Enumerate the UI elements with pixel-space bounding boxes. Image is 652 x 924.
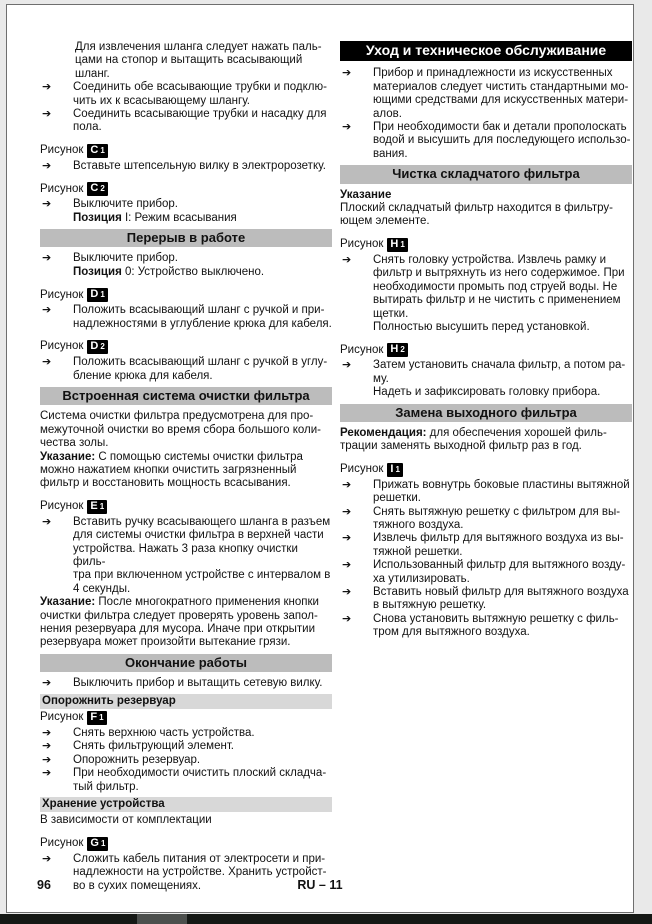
- bullet-text: [373, 559, 632, 586]
- right-column: [340, 41, 632, 893]
- bullet-text: [373, 532, 632, 559]
- figure-word: Рисунок: [40, 182, 84, 195]
- bullet-text: [73, 81, 332, 108]
- bullet-text: [373, 613, 632, 640]
- arrow-icon: ➔: [42, 767, 52, 780]
- figure-number: 2: [400, 345, 405, 355]
- paragraph: [340, 427, 632, 454]
- paragraph: [75, 41, 332, 81]
- bullet-text: [73, 754, 332, 767]
- text: Система очистки фильтра предусмотрена для про- межуточной очистки во время сбора большого коли- чества золы.: [40, 410, 321, 450]
- figure-letter: F: [90, 711, 98, 724]
- text: I: Режим всасывания: [121, 211, 237, 224]
- bullet-text: [373, 254, 632, 334]
- figure-reference-line: [40, 182, 332, 196]
- bullet-text: [73, 304, 332, 331]
- arrow-icon: ➔: [342, 505, 352, 518]
- figure-reference-line: [40, 711, 332, 725]
- arrow-icon: ➔: [342, 586, 352, 598]
- bullet-item: [40, 727, 332, 740]
- bullet-text: [73, 356, 332, 383]
- figure-reference-line: [340, 343, 632, 357]
- text: Выключите прибор.: [73, 252, 178, 265]
- figure-letter: C: [90, 182, 99, 195]
- figure-number: 1: [100, 145, 105, 155]
- arrow-icon: ➔: [42, 677, 52, 690]
- arrow-icon: ➔: [42, 159, 52, 172]
- footer-language-page: RU – 11: [297, 878, 343, 892]
- section-header: Окончание работы: [40, 654, 332, 672]
- bullet-text: [73, 740, 332, 753]
- bullet-item: [40, 198, 332, 225]
- arrow-icon: ➔: [42, 753, 52, 766]
- paragraph: [340, 189, 632, 229]
- arrow-icon: ➔: [342, 121, 352, 134]
- figure-word: Рисунок: [40, 340, 84, 353]
- text: Положить всасывающий шланг с ручкой в углу- бление крюка для кабеля.: [73, 356, 328, 382]
- text: С помощью системы очистки фильтра можно нажатием кнопки очистить загрязненный фильтр и восстановить мощность всасывания.: [40, 450, 303, 490]
- subsection-header: Хранение устройства: [40, 797, 332, 812]
- horizontal-scrollbar[interactable]: [0, 914, 652, 924]
- figure-word: Рисунок: [40, 837, 84, 850]
- text: Вставить ручку всасывающего шланга в разъем для системы очистки фильтра в верхней части устройства. Нажать 3 раза кнопку очистки филь- тра при включенном устройстве с интервалом в 4 секунды.: [73, 515, 331, 595]
- bullet-text: [73, 767, 332, 794]
- bullet-item: [340, 532, 632, 559]
- arrow-icon: ➔: [342, 559, 352, 572]
- bullet-item: [340, 67, 632, 121]
- text: В зависимости от комплектации: [40, 814, 212, 827]
- bullet-item: [40, 356, 332, 383]
- bullet-text: [373, 586, 632, 613]
- bullet-item: [340, 254, 632, 334]
- arrow-icon: ➔: [42, 515, 52, 528]
- bullet-item: [40, 252, 332, 279]
- figure-badge-h2: [387, 343, 407, 357]
- text: Опорожнить резервуар.: [73, 753, 201, 766]
- figure-badge-d1: [87, 288, 107, 302]
- figure-word: Рисунок: [40, 711, 84, 724]
- figure-number: 1: [395, 464, 400, 474]
- bullet-item: [40, 304, 332, 331]
- scrollbar-thumb[interactable]: [137, 914, 187, 924]
- bullet-item: [40, 767, 332, 794]
- chapter-header: Уход и техническое обслуживание: [340, 41, 632, 61]
- bullet-item: [340, 121, 632, 161]
- figure-badge-c2: [87, 182, 107, 196]
- bold-text: Рекомендация:: [340, 426, 427, 439]
- bullet-item: [40, 108, 332, 135]
- figure-letter: E: [90, 499, 98, 512]
- arrow-icon: ➔: [42, 108, 52, 121]
- figure-number: 2: [100, 342, 105, 352]
- figure-letter: H: [390, 343, 399, 356]
- figure-badge-i1: [387, 463, 403, 477]
- figure-word: Рисунок: [340, 343, 384, 356]
- figure-letter: G: [90, 836, 99, 849]
- arrow-icon: ➔: [342, 612, 352, 625]
- figure-reference-line: [40, 288, 332, 302]
- text: Затем установить сначала фильтр, а потом ра- му. Надеть и зафиксировать головку прибора.: [373, 359, 626, 399]
- document-page: [6, 4, 634, 913]
- arrow-icon: ➔: [342, 67, 352, 80]
- arrow-icon: ➔: [42, 252, 52, 265]
- page-footer: [7, 878, 633, 894]
- text: Использованный фильтр для вытяжного возду- ха утилизировать.: [373, 559, 626, 585]
- text: Выключить прибор и вытащить сетевую вилку.: [73, 677, 323, 690]
- bullet-text: [373, 67, 632, 121]
- figure-word: Рисунок: [340, 463, 384, 476]
- bullet-item: [40, 516, 332, 596]
- arrow-icon: ➔: [42, 198, 52, 211]
- bullet-item: [340, 479, 632, 506]
- bullet-item: [340, 586, 632, 613]
- bullet-text: [73, 108, 332, 135]
- text: Снять вытяжную решетку с фильтром для вы- тяжного воздуха.: [373, 505, 621, 531]
- text: Соединить всасывающие трубки и насадку для пола.: [73, 108, 327, 134]
- text: Выключите прибор.: [73, 198, 178, 211]
- bullet-text: [373, 121, 632, 161]
- text: Снять верхнюю часть устройства.: [73, 727, 255, 740]
- arrow-icon: ➔: [42, 81, 52, 94]
- bullet-text: [373, 479, 632, 506]
- section-header: Перерыв в работе: [40, 229, 332, 247]
- figure-word: Рисунок: [340, 238, 384, 251]
- text: При необходимости бак и детали прополоскать водой и высушить для последующего использо- вания.: [373, 121, 631, 160]
- figure-letter: H: [390, 237, 399, 250]
- text: Снять фильтрующий элемент.: [73, 740, 234, 753]
- figure-number: 1: [100, 838, 106, 848]
- text: Вставить новый фильтр для вытяжного воздуха в вытяжную решетку.: [373, 586, 629, 612]
- figure-badge-e1: [87, 500, 107, 514]
- figure-number: 2: [100, 184, 105, 194]
- figure-reference-line: [40, 340, 332, 354]
- text: Соединить обе всасывающие трубки и подклю- чить их к всасывающему шлангу.: [73, 81, 327, 107]
- text: Для извлечения шланга следует нажать паль- цами на стопор и вытащить всасывающий шланг.: [75, 41, 322, 80]
- figure-badge-g1: [87, 837, 108, 851]
- figure-badge-c1: [87, 144, 107, 158]
- figure-number: 1: [100, 290, 105, 300]
- text: Снять головку устройства. Извлечь рамку и фильтр и вытряхнуть из него содержимое. При необходимости промыть под струей воды. Не вытирать фильтр и не чистить с применением щетки. Полностью высушить перед установкой.: [373, 253, 625, 333]
- paragraph: [40, 596, 332, 650]
- arrow-icon: ➔: [342, 253, 352, 266]
- bullet-item: [340, 559, 632, 586]
- figure-reference-line: [40, 144, 332, 158]
- bullet-text: [73, 516, 332, 596]
- section-header: Чистка складчатого фильтра: [340, 165, 632, 183]
- bullet-text: [373, 359, 632, 399]
- arrow-icon: ➔: [42, 304, 52, 317]
- bullet-item: [40, 160, 332, 173]
- text: Положить всасывающий шланг с ручкой и при- надлежностями в углубление крюка для кабеля.: [73, 304, 332, 330]
- paragraph: [40, 814, 332, 827]
- bullet-item: [340, 613, 632, 640]
- bullet-text: [73, 727, 332, 740]
- left-column: [40, 41, 332, 893]
- text: Плоский складчатый фильтр находится в фильтру- ющем элементе.: [340, 202, 613, 228]
- text: После многократного применения кнопки очистки фильтра следует проверять уровень запол- нения резервуара для мусора. Иначе при открытии резервуара может произойти вытекание грязи.: [40, 596, 319, 649]
- bullet-text: [73, 198, 332, 225]
- section-header: Встроенная система очистки фильтра: [40, 387, 332, 405]
- figure-letter: I: [390, 462, 394, 475]
- bullet-text: [73, 677, 332, 690]
- bullet-item: [340, 506, 632, 533]
- page-columns: [7, 5, 633, 893]
- figure-word: Рисунок: [40, 500, 84, 513]
- bold-text: Указание: [340, 188, 392, 201]
- figure-reference-line: [40, 500, 332, 514]
- paragraph: [40, 451, 332, 491]
- text: для обеспечения хорошей филь- трации заменять выходной фильтр раз в год.: [340, 426, 607, 453]
- text: Прибор и принадлежности из искусственных материалов следует чистить стандартными мо- ющими средствами для искусственных матери- алов.: [373, 67, 629, 120]
- footer-page-number: 96: [37, 878, 51, 892]
- bullet-item: [40, 677, 332, 690]
- arrow-icon: ➔: [42, 727, 52, 740]
- arrow-icon: ➔: [342, 478, 352, 491]
- text: Прижать вовнутрь боковые пластины вытяжной решетки.: [373, 478, 630, 505]
- figure-letter: C: [90, 143, 99, 156]
- bullet-text: [373, 506, 632, 533]
- text: Вставьте штепсельную вилку в электророзетку.: [73, 159, 326, 172]
- subsection-header: Опорожнить резервуар: [40, 694, 332, 709]
- section-header: Замена выходного фильтра: [340, 404, 632, 422]
- figure-badge-d2: [87, 340, 107, 354]
- figure-number: 1: [99, 501, 105, 511]
- text: 0: Устройство выключено.: [121, 265, 265, 278]
- bullet-text: [73, 160, 332, 173]
- figure-reference-line: [40, 837, 332, 851]
- paragraph: [40, 410, 332, 450]
- figure-number: 1: [400, 239, 405, 249]
- figure-word: Рисунок: [40, 144, 84, 157]
- figure-letter: D: [90, 288, 99, 301]
- bullet-item: [40, 740, 332, 753]
- figure-badge-f1: [87, 711, 106, 725]
- bullet-text: [73, 252, 332, 279]
- figure-reference-line: [340, 238, 632, 252]
- arrow-icon: ➔: [42, 356, 52, 369]
- arrow-icon: ➔: [42, 740, 52, 753]
- arrow-icon: ➔: [42, 852, 52, 865]
- bold-text: Указание:: [40, 450, 96, 463]
- bullet-item: [40, 754, 332, 767]
- figure-badge-h1: [387, 238, 407, 252]
- figure-reference-line: [340, 463, 632, 477]
- arrow-icon: ➔: [342, 532, 352, 545]
- figure-letter: D: [90, 340, 99, 353]
- text: Извлечь фильтр для вытяжного воздуха из вы- тяжной решетки.: [373, 532, 624, 558]
- bold-text: Позиция: [73, 265, 122, 278]
- bold-text: Указание:: [40, 596, 96, 609]
- arrow-icon: ➔: [342, 359, 352, 372]
- bullet-item: [40, 81, 332, 108]
- figure-number: 1: [99, 713, 104, 723]
- text: Снова установить вытяжную решетку с филь- тром для вытяжного воздуха.: [373, 612, 619, 639]
- bold-text: Позиция: [73, 211, 122, 224]
- text: При необходимости очистить плоский складча- тый фильтр.: [73, 767, 327, 793]
- text: Сложить кабель питания от электросети и при- надлежности на устройстве. Хранить устройст- во в сухих помещениях.: [73, 852, 327, 892]
- figure-word: Рисунок: [40, 288, 84, 301]
- bullet-item: [340, 359, 632, 399]
